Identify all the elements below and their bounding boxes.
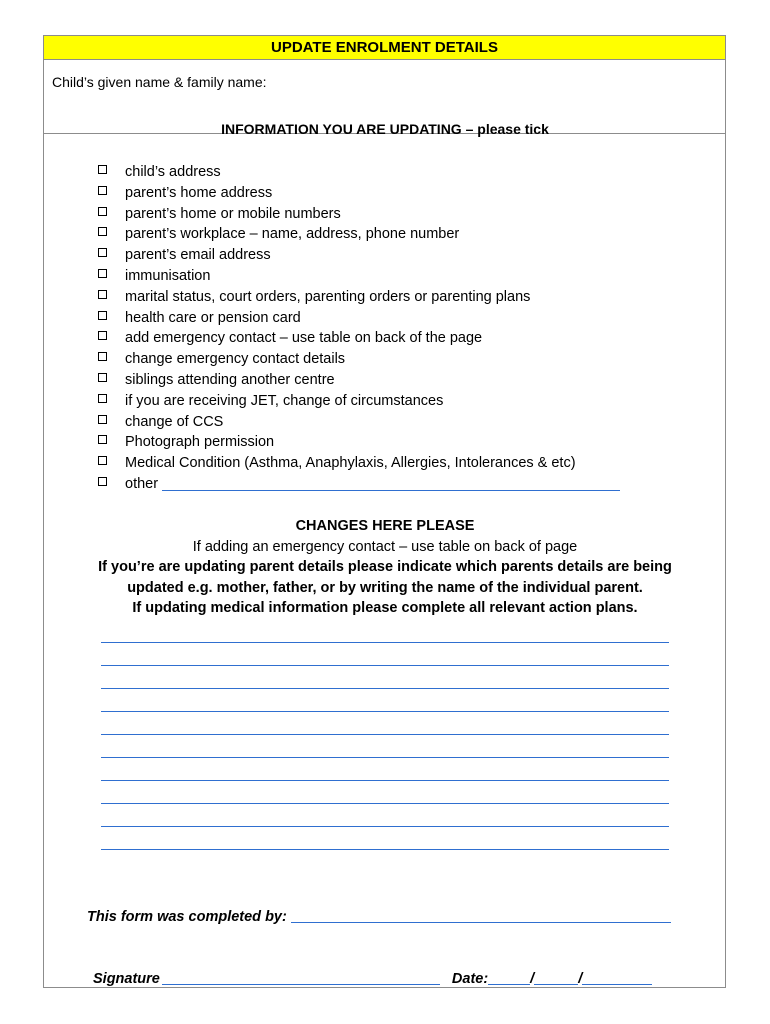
signature-input-line[interactable] — [162, 970, 440, 985]
changes-note: If adding an emergency contact – use table on back of page — [192, 538, 578, 555]
write-line[interactable] — [101, 827, 669, 850]
write-line[interactable] — [101, 735, 669, 758]
form-title: UPDATE ENROLMENT DETAILS — [44, 36, 725, 60]
write-line[interactable] — [101, 781, 669, 804]
write-line[interactable] — [101, 666, 669, 689]
option-ccs[interactable]: change of CCS — [98, 412, 620, 433]
date-separator: / — [578, 971, 583, 987]
checkbox-icon[interactable] — [98, 227, 107, 236]
date-month-line[interactable] — [534, 970, 578, 985]
checkbox-icon[interactable] — [98, 352, 107, 361]
signature-label: Signature — [93, 971, 160, 987]
checkbox-icon[interactable] — [98, 248, 107, 257]
option-photograph[interactable]: Photograph permission — [98, 432, 620, 453]
medical-note: If updating medical information please complete all relevant action plans. — [132, 600, 638, 616]
changes-heading: CHANGES HERE PLEASE — [295, 518, 475, 534]
date-label: Date: — [451, 971, 489, 987]
signature-row — [93, 970, 652, 987]
checkbox-icon[interactable] — [98, 415, 107, 424]
checkbox-icon[interactable] — [98, 165, 107, 174]
checkbox-icon[interactable] — [98, 186, 107, 195]
checkbox-icon[interactable] — [98, 435, 107, 444]
other-input-line[interactable] — [162, 475, 620, 491]
option-health-care-card[interactable]: health care or pension card — [98, 308, 620, 329]
checkbox-icon[interactable] — [98, 290, 107, 299]
date-day-line[interactable] — [488, 970, 530, 985]
option-parent-workplace[interactable]: parent’s workplace – name, address, phone number — [98, 224, 620, 245]
option-siblings[interactable]: siblings attending another centre — [98, 370, 620, 391]
parent-note-line1: If you’re are updating parent details please indicate which parents details are being — [98, 559, 672, 575]
write-line[interactable] — [101, 758, 669, 781]
option-immunisation[interactable]: immunisation — [98, 266, 620, 287]
option-child-address[interactable]: child’s address — [98, 162, 620, 183]
completed-by-label: This form was completed by: — [87, 909, 287, 925]
option-parent-email[interactable]: parent’s email address — [98, 245, 620, 266]
date-separator: / — [530, 971, 535, 987]
completed-by-input-line[interactable] — [291, 908, 671, 923]
option-jet[interactable]: if you are receiving JET, change of circumstances — [98, 391, 620, 412]
checkbox-icon[interactable] — [98, 373, 107, 382]
date-year-line[interactable] — [582, 970, 652, 985]
option-parent-numbers[interactable]: parent’s home or mobile numbers — [98, 204, 620, 225]
option-add-emergency-contact[interactable]: add emergency contact – use table on back of the page — [98, 328, 620, 349]
changes-write-area[interactable] — [101, 620, 669, 850]
checkbox-icon[interactable] — [98, 331, 107, 340]
checkbox-icon[interactable] — [98, 456, 107, 465]
completed-by-row — [87, 908, 671, 925]
write-line[interactable] — [101, 804, 669, 827]
checkbox-icon[interactable] — [98, 394, 107, 403]
option-parent-home-address[interactable]: parent’s home address — [98, 183, 620, 204]
option-medical-condition[interactable]: Medical Condition (Asthma, Anaphylaxis, Allergies, Intolerances & etc) — [98, 453, 620, 474]
write-line[interactable] — [101, 689, 669, 712]
checkbox-icon[interactable] — [98, 269, 107, 278]
checkbox-icon[interactable] — [98, 477, 107, 486]
option-other[interactable]: other — [98, 474, 620, 495]
write-line[interactable] — [101, 620, 669, 643]
write-line[interactable] — [101, 712, 669, 735]
info-heading: INFORMATION YOU ARE UPDATING – please tick — [221, 121, 549, 137]
option-marital-status[interactable]: marital status, court orders, parenting orders or parenting plans — [98, 287, 620, 308]
option-change-emergency-contact[interactable]: change emergency contact details — [98, 349, 620, 370]
changes-section — [0, 516, 770, 619]
write-line[interactable] — [101, 643, 669, 666]
checkbox-icon[interactable] — [98, 311, 107, 320]
child-name-label: Child’s given name & family name: — [52, 74, 267, 90]
checkbox-icon[interactable] — [98, 207, 107, 216]
parent-note-line2: updated e.g. mother, father, or by writing the name of the individual parent. — [127, 579, 643, 596]
update-options-list — [98, 162, 620, 495]
